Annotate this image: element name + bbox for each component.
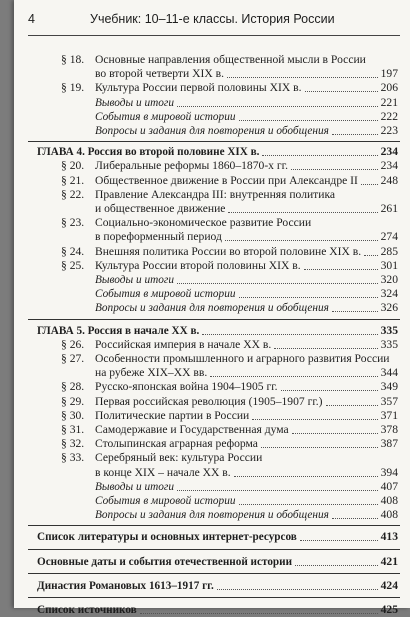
dot-leader: [228, 212, 378, 213]
page-ref: 378: [380, 423, 398, 436]
dot-leader: [305, 91, 378, 92]
page-ref: 349: [380, 380, 398, 394]
entry-title: Культура России первой половины XIX в.: [95, 81, 302, 95]
dot-leader: [177, 490, 378, 491]
entry-title: События в мировой истории: [95, 110, 236, 123]
section-number: § 27.: [61, 352, 85, 365]
section-number: § 31.: [61, 423, 85, 436]
toc-section: [14, 451, 410, 465]
page-ref: 408: [380, 494, 398, 507]
page-ref: 234: [380, 145, 398, 159]
dot-leader: [239, 120, 378, 121]
section-number: § 25.: [61, 258, 85, 272]
toc-chapter: [14, 324, 410, 338]
toc-backmatter: [14, 530, 410, 544]
entry-title: Основные направления общественной мысли в России: [95, 53, 366, 66]
entry-title: Культура России второй половины XIX в.: [95, 258, 301, 272]
section-number: § 21.: [61, 173, 85, 187]
toc-section: [14, 216, 410, 230]
toc-section: [14, 67, 410, 81]
toc-subentry: [14, 287, 410, 301]
page-ref: 261: [380, 202, 398, 215]
page-ref: 335: [380, 337, 398, 351]
table-of-contents: [14, 0, 410, 616]
toc-section: [14, 423, 410, 437]
page-ref: 335: [380, 323, 398, 337]
page-ref: 320: [380, 273, 398, 286]
toc-chapter: [14, 145, 410, 159]
page-number: 4: [28, 12, 35, 26]
section-divider: [28, 597, 400, 598]
toc-section: [14, 202, 410, 216]
toc-subentry: [14, 480, 410, 494]
dot-leader: [239, 297, 378, 298]
page-ref: 248: [380, 173, 398, 187]
running-title: Учебник: 10–11-е классы. История России: [90, 12, 335, 26]
entry-title: Самодержавие и Государственная дума: [95, 423, 289, 436]
toc-backmatter: [14, 579, 410, 593]
entry-title: Выводы и итоги: [95, 480, 174, 493]
section-number: § 22.: [61, 187, 85, 201]
dot-leader: [210, 376, 378, 377]
page-ref: 324: [380, 287, 398, 301]
entry-title: Правление Александра III: внутренняя политика: [95, 187, 336, 201]
page-ref: 421: [380, 554, 398, 568]
dot-leader: [300, 540, 378, 541]
toc-section: [14, 81, 410, 95]
toc-subentry: [14, 508, 410, 522]
dot-leader: [225, 240, 378, 241]
toc-section: [14, 466, 410, 480]
toc-section: [14, 188, 410, 202]
toc-section: [14, 395, 410, 409]
page-ref: 394: [380, 465, 398, 479]
dot-leader: [140, 613, 378, 614]
toc-section: [14, 409, 410, 423]
entry-title: Первая российская революция (1905–1907 гг.): [95, 394, 323, 408]
entry-title: Основные даты и события отечественной истории: [37, 555, 293, 568]
toc-section: [14, 174, 410, 188]
page-ref: 407: [380, 479, 398, 493]
toc-section: [14, 366, 410, 380]
entry-title: Серебряный век: культура России: [95, 451, 263, 465]
toc-subentry: [14, 273, 410, 287]
page-ref: 371: [380, 408, 398, 422]
page-ref: 221: [380, 95, 398, 109]
section-number: § 24.: [61, 244, 85, 258]
toc-section: [14, 259, 410, 273]
entry-title: ГЛАВА 4. Россия во второй половине XIX в.: [37, 146, 260, 159]
toc-backmatter: [14, 603, 410, 617]
toc-subentry: [14, 124, 410, 138]
toc-section: [14, 230, 410, 244]
dot-leader: [292, 433, 378, 434]
book-page: [14, 0, 410, 616]
toc-section: [14, 380, 410, 394]
section-number: § 28.: [61, 380, 85, 394]
entry-title: Либеральные реформы 1860–1870-х гг.: [95, 159, 288, 173]
entry-title: События в мировой истории: [95, 288, 236, 301]
toc-subentry: [14, 96, 410, 110]
entry-title: События в мировой истории: [95, 495, 236, 507]
page-ref: 274: [380, 230, 398, 244]
entry-title: Династия Романовых 1613–1917 гг.: [37, 579, 214, 592]
page-ref: 223: [380, 124, 398, 137]
entry-title: Столыпинская аграрная реформа: [95, 437, 258, 451]
section-divider: [28, 141, 400, 142]
entry-title: Выводы и итоги: [95, 96, 174, 109]
dot-leader: [291, 169, 378, 170]
entry-title: Общественное движение в России при Александре II: [95, 173, 358, 187]
dot-leader: [227, 77, 378, 78]
page-ref: 408: [380, 508, 398, 522]
page-ref: 344: [380, 366, 398, 380]
dot-leader: [261, 447, 378, 448]
toc-section: [14, 159, 410, 173]
entry-title: Социально-экономическое развитие России: [95, 216, 312, 230]
entry-title: Российская империя в начале XX в.: [95, 337, 272, 351]
dot-leader: [304, 269, 378, 270]
toc-backmatter: [14, 555, 410, 569]
page-ref: 234: [380, 159, 398, 173]
dot-leader: [332, 311, 378, 312]
page-ref: 424: [380, 578, 398, 592]
entry-title: Список источников: [37, 604, 137, 616]
page-ref: 206: [380, 81, 398, 95]
dot-leader: [295, 565, 378, 566]
entry-title: и общественное движение: [95, 202, 226, 215]
page-ref: 285: [380, 244, 398, 258]
entry-title: Внешняя политика России во второй половине XIX в.: [95, 244, 362, 258]
dot-leader: [281, 390, 378, 391]
dot-leader: [361, 184, 378, 185]
dot-leader: [217, 589, 378, 590]
entry-title: на рубеже XIX–XX вв.: [95, 366, 208, 380]
section-divider: [28, 319, 400, 320]
toc-section: [14, 245, 410, 259]
section-number: § 26.: [61, 337, 85, 351]
dot-leader: [364, 255, 378, 256]
toc-subentry: [14, 301, 410, 315]
dot-leader: [202, 334, 378, 335]
entry-title: Список литературы и основных интернет-ресурсов: [37, 531, 297, 544]
toc-section: [14, 352, 410, 366]
page-ref: 222: [380, 109, 398, 123]
entry-title: Выводы и итоги: [95, 274, 174, 286]
toc-subentry: [14, 494, 410, 508]
page-ref: 425: [380, 603, 398, 616]
dot-leader: [332, 134, 378, 135]
entry-title: Особенности промышленного и аграрного развития России: [95, 352, 390, 365]
entry-title: в конце XIX – начале XX в.: [95, 465, 231, 479]
page-ref: 357: [380, 394, 398, 408]
entry-title: в пореформенный период: [95, 230, 222, 244]
dot-leader: [239, 504, 378, 505]
section-number: § 33.: [61, 451, 85, 465]
entry-title: Вопросы и задания для повторения и обобщения: [95, 302, 329, 315]
section-number: § 23.: [61, 216, 85, 230]
dot-leader: [252, 419, 378, 420]
entry-title: Вопросы и задания для повторения и обобщения: [95, 509, 329, 522]
page-ref: 326: [380, 301, 398, 315]
dot-leader: [177, 283, 378, 284]
toc-section: [14, 338, 410, 352]
page-ref: 413: [380, 530, 398, 544]
section-number: § 30.: [61, 408, 85, 422]
toc-subentry: [14, 110, 410, 124]
entry-title: Русско-японская война 1904–1905 гг.: [95, 380, 278, 394]
toc-section: [14, 437, 410, 451]
dot-leader: [274, 348, 378, 349]
dot-leader: [177, 106, 378, 107]
section-divider: [28, 525, 400, 526]
dot-leader: [262, 155, 378, 156]
page-ref: 301: [380, 258, 398, 272]
dot-leader: [234, 476, 378, 477]
page-ref: 197: [380, 67, 398, 81]
section-number: § 32.: [61, 437, 85, 451]
section-number: § 19.: [61, 81, 85, 95]
section-number: § 20.: [61, 159, 85, 173]
entry-title: во второй четверти XIX в.: [95, 67, 224, 81]
entry-title: ГЛАВА 5. Россия в начале XX в.: [37, 324, 200, 337]
section-number: § 29.: [61, 394, 85, 408]
entry-title: Политические партии в России: [95, 408, 250, 422]
section-divider: [28, 549, 400, 550]
section-number: § 18.: [61, 53, 85, 66]
toc-section: [14, 53, 410, 67]
dot-leader: [326, 405, 378, 406]
entry-title: Вопросы и задания для повторения и обобщения: [95, 125, 329, 137]
section-divider: [28, 573, 400, 574]
page-ref: 387: [380, 437, 398, 451]
dot-leader: [332, 518, 378, 519]
